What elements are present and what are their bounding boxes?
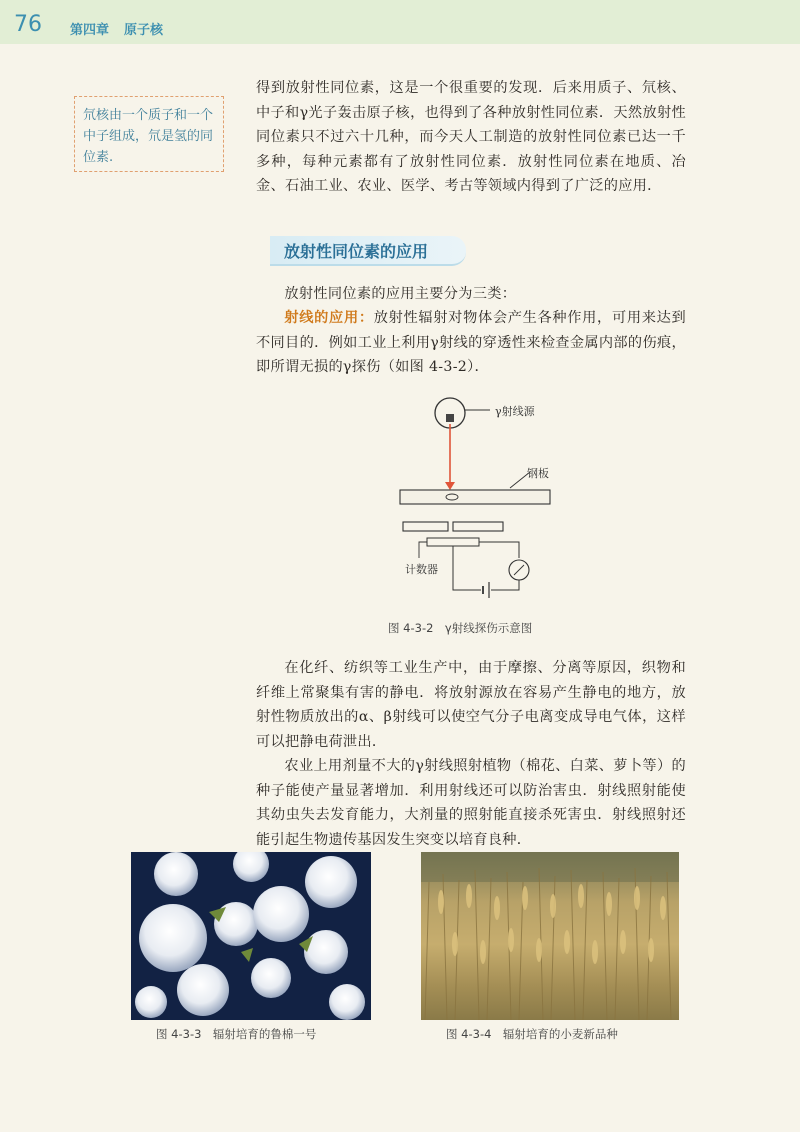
wire-left <box>453 546 481 590</box>
section-title-text: 放射性同位素的应用 <box>284 242 429 261</box>
gamma-ray-arrow <box>445 482 455 490</box>
cotton-caption: 图 4-3-3 辐射培育的鲁棉一号 <box>156 1027 317 1041</box>
paragraph-ray-application <box>256 306 686 380</box>
wheat-photo <box>421 852 679 1020</box>
keyword-ray-application: 射线的应用： <box>284 310 374 326</box>
paragraph-static-electricity: 在化纤、纺织等工业生产中，由于摩擦、分离等原因，织物和纤维上常聚集有害的静电．将放射源放在容易产生静电的地方，放射性物质放出的α、β射线可以使空气分子电离变成导电气体，这样可以把静电荷泄出． <box>256 660 686 750</box>
detector-left <box>403 522 448 531</box>
chapter-title: 原子核 <box>124 23 164 38</box>
source-block <box>446 414 454 422</box>
wheat-caption: 图 4-3-4 辐射培育的小麦新品种 <box>446 1027 618 1041</box>
paragraph-agriculture: 农业上用剂量不大的γ射线照射植物（棉花、白菜、萝卜等）的种子能使产量显著增加．利用射线还可以防治害虫．射线照射能使其幼虫失去发育能力，大剂量的照射能直接杀死害虫．射线照射还能引起生物遗传基因发生突变以培育良种． <box>256 758 686 848</box>
cotton-photo-art <box>131 852 371 1020</box>
meter-needle <box>514 565 524 575</box>
margin-note-text: 氘核由一个质子和一个中子组成，氘是氢的同位素. <box>83 108 214 165</box>
label-steel-plate: 钢板 <box>527 467 549 480</box>
label-counter: 计数器 <box>405 563 438 576</box>
wire-right <box>491 580 519 590</box>
detector-right <box>453 522 503 531</box>
page-number: 76 <box>14 12 42 37</box>
counter-leader <box>419 542 427 558</box>
section-title <box>270 236 466 266</box>
gamma-inspection-diagram <box>395 392 565 604</box>
margin-note <box>74 96 224 172</box>
counter-tube <box>427 538 479 546</box>
label-gamma-source: γ射线源 <box>495 405 535 418</box>
paragraph-ray-application-text: 放射性辐射对物体会产生各种作用，可用来达到不同目的．例如工业上利用γ射线的穿透性来检查金属内部的伤痕，即所谓无损的γ探伤（如图 4-3-2）． <box>256 310 686 375</box>
wire-top <box>479 542 519 558</box>
paragraph-intro: 得到放射性同位素，这是一个很重要的发现．后来用质子、氘核、中子和γ光子轰击原子核，也得到了各种放射性同位素．天然放射性同位素只不过六十几种，而今天人工制造的放射性同位素已达一千多种，每种元素都有了放射性同位素．放射性同位素在地质、冶金、石油工业、农业、医学、考古等领域内得到了广泛的应用． <box>256 80 686 194</box>
paragraph-categories: 放射性同位素的应用主要分为三类： <box>284 286 517 302</box>
steel-plate <box>400 490 550 504</box>
wheat-photo-art <box>421 852 679 1020</box>
page-header <box>0 0 800 44</box>
cotton-photo <box>131 852 371 1020</box>
chapter-label: 第四章 <box>70 23 110 38</box>
diagram-caption: 图 4-3-2 γ射线探伤示意图 <box>388 621 533 635</box>
source-housing <box>435 398 465 428</box>
